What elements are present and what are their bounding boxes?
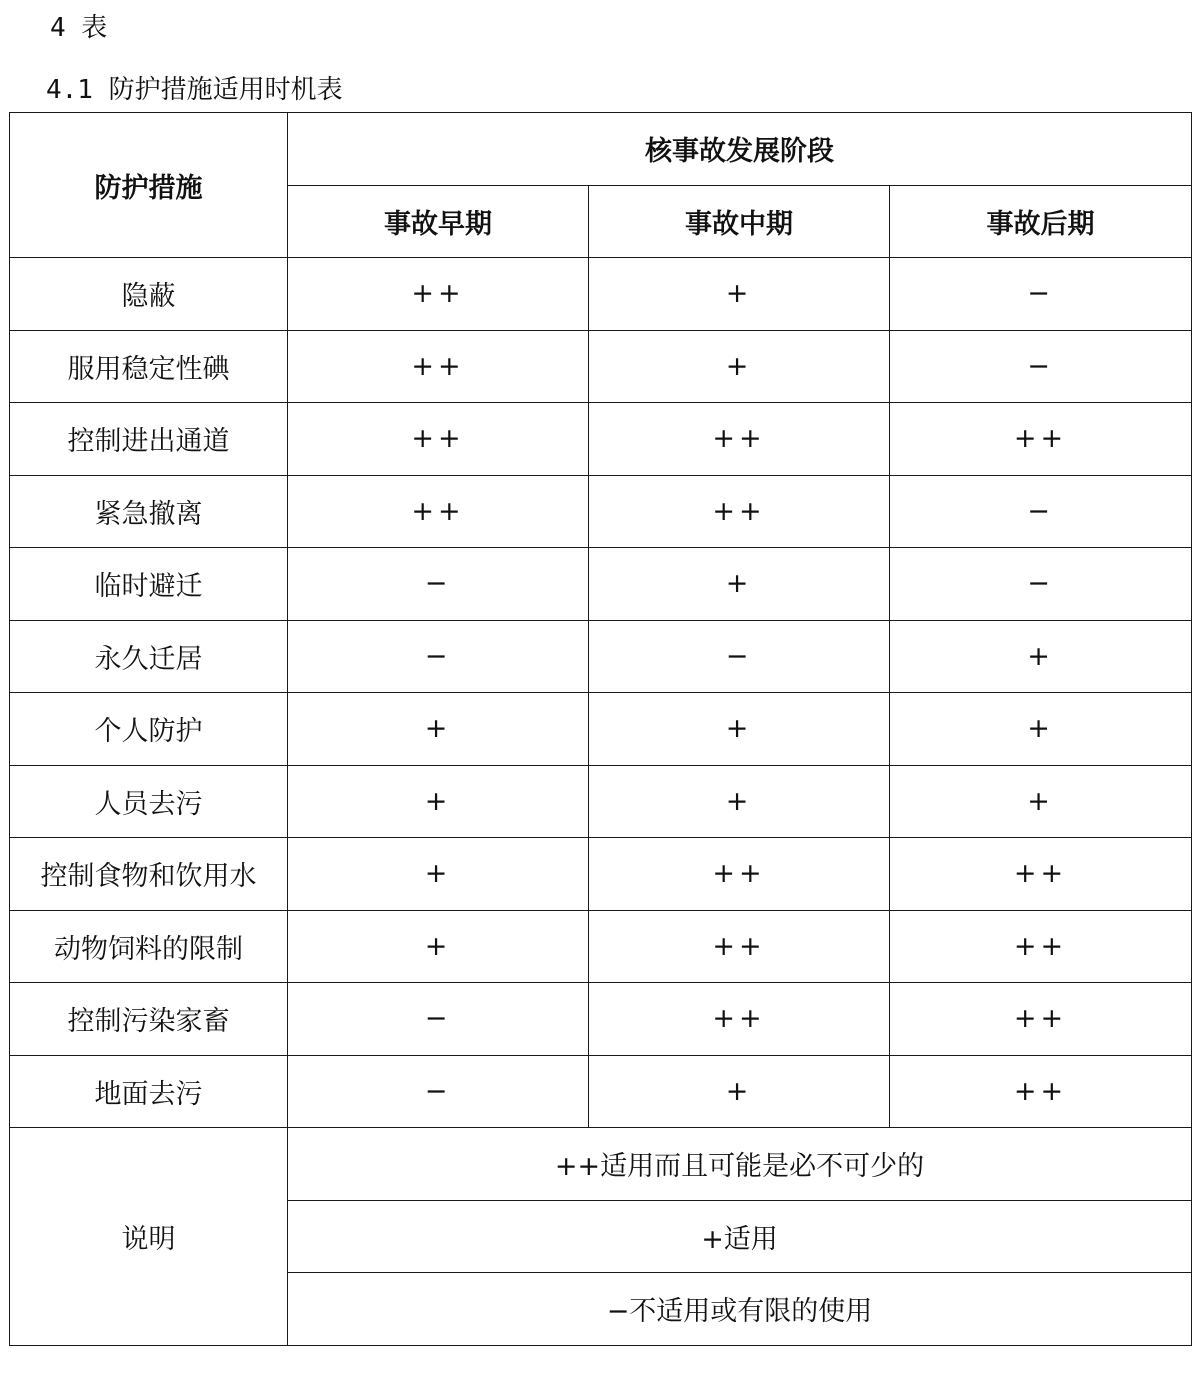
legend-label: 说明 xyxy=(10,1128,288,1346)
table-row xyxy=(10,403,1192,476)
measure-cell: 永久迁居 xyxy=(10,620,288,693)
stage-value-cell: − xyxy=(890,330,1192,403)
measure-cell: 临时避迁 xyxy=(10,548,288,621)
legend-item-limited: −不适用或有限的使用 xyxy=(288,1273,1192,1346)
legend-item-applicable: +适用 xyxy=(288,1200,1192,1273)
measure-cell: 控制食物和饮用水 xyxy=(10,838,288,911)
table-row xyxy=(10,548,1192,621)
stage-value-cell: − xyxy=(288,1055,589,1128)
subsection-heading: 4.1 防护措施适用时机表 xyxy=(46,75,343,105)
stage-value-cell: − xyxy=(288,620,589,693)
stage-value-cell: + xyxy=(589,258,890,331)
stage-value-cell: + xyxy=(288,693,589,766)
stage-value-cell: ++ xyxy=(589,910,890,983)
table-row xyxy=(10,983,1192,1056)
header-stage-early: 事故早期 xyxy=(288,185,589,258)
stage-value-cell: ++ xyxy=(288,403,589,476)
stage-value-cell: ++ xyxy=(890,1055,1192,1128)
table-row xyxy=(10,1055,1192,1128)
measure-cell: 控制污染家畜 xyxy=(10,983,288,1056)
table-row xyxy=(10,620,1192,693)
measure-cell: 服用稳定性碘 xyxy=(10,330,288,403)
stage-value-cell: − xyxy=(890,475,1192,548)
stage-value-cell: + xyxy=(589,765,890,838)
measure-cell: 个人防护 xyxy=(10,693,288,766)
measure-cell: 紧急撤离 xyxy=(10,475,288,548)
stage-value-cell: ++ xyxy=(589,838,890,911)
legend-item-essential: ++适用而且可能是必不可少的 xyxy=(288,1128,1192,1201)
header-stage-late: 事故后期 xyxy=(890,185,1192,258)
stage-value-cell: + xyxy=(589,330,890,403)
measure-cell: 人员去污 xyxy=(10,765,288,838)
stage-value-cell: − xyxy=(890,258,1192,331)
table-row xyxy=(10,258,1192,331)
stage-value-cell: ++ xyxy=(890,983,1192,1056)
table-row xyxy=(10,475,1192,548)
stage-value-cell: − xyxy=(288,548,589,621)
measure-cell: 地面去污 xyxy=(10,1055,288,1128)
section-heading: 4 表 xyxy=(50,13,108,43)
table-row xyxy=(10,693,1192,766)
stage-value-cell: + xyxy=(288,910,589,983)
measure-cell: 动物饲料的限制 xyxy=(10,910,288,983)
stage-value-cell: − xyxy=(589,620,890,693)
stage-value-cell: − xyxy=(288,983,589,1056)
stage-value-cell: − xyxy=(890,548,1192,621)
stage-value-cell: + xyxy=(288,765,589,838)
stage-value-cell: ++ xyxy=(890,910,1192,983)
table-row xyxy=(10,330,1192,403)
stage-value-cell: ++ xyxy=(890,838,1192,911)
stage-value-cell: + xyxy=(288,838,589,911)
stage-value-cell: ++ xyxy=(288,475,589,548)
stage-value-cell: ++ xyxy=(890,403,1192,476)
stage-value-cell: ++ xyxy=(288,258,589,331)
measure-cell: 隐蔽 xyxy=(10,258,288,331)
table-row xyxy=(10,765,1192,838)
stage-value-cell: + xyxy=(890,693,1192,766)
table-body xyxy=(10,258,1192,1128)
stage-value-cell: + xyxy=(589,1055,890,1128)
stage-value-cell: + xyxy=(890,765,1192,838)
stage-value-cell: ++ xyxy=(589,983,890,1056)
header-accident-stage-group: 核事故发展阶段 xyxy=(288,113,1192,186)
measure-cell: 控制进出通道 xyxy=(10,403,288,476)
legend-section xyxy=(10,1128,1192,1346)
stage-value-cell: + xyxy=(890,620,1192,693)
table-row xyxy=(10,838,1192,911)
table-row xyxy=(10,910,1192,983)
stage-value-cell: + xyxy=(589,693,890,766)
protective-measures-table xyxy=(9,112,1192,1346)
stage-value-cell: + xyxy=(589,548,890,621)
header-stage-middle: 事故中期 xyxy=(589,185,890,258)
header-measures: 防护措施 xyxy=(10,113,288,258)
stage-value-cell: ++ xyxy=(589,403,890,476)
stage-value-cell: ++ xyxy=(589,475,890,548)
stage-value-cell: ++ xyxy=(288,330,589,403)
